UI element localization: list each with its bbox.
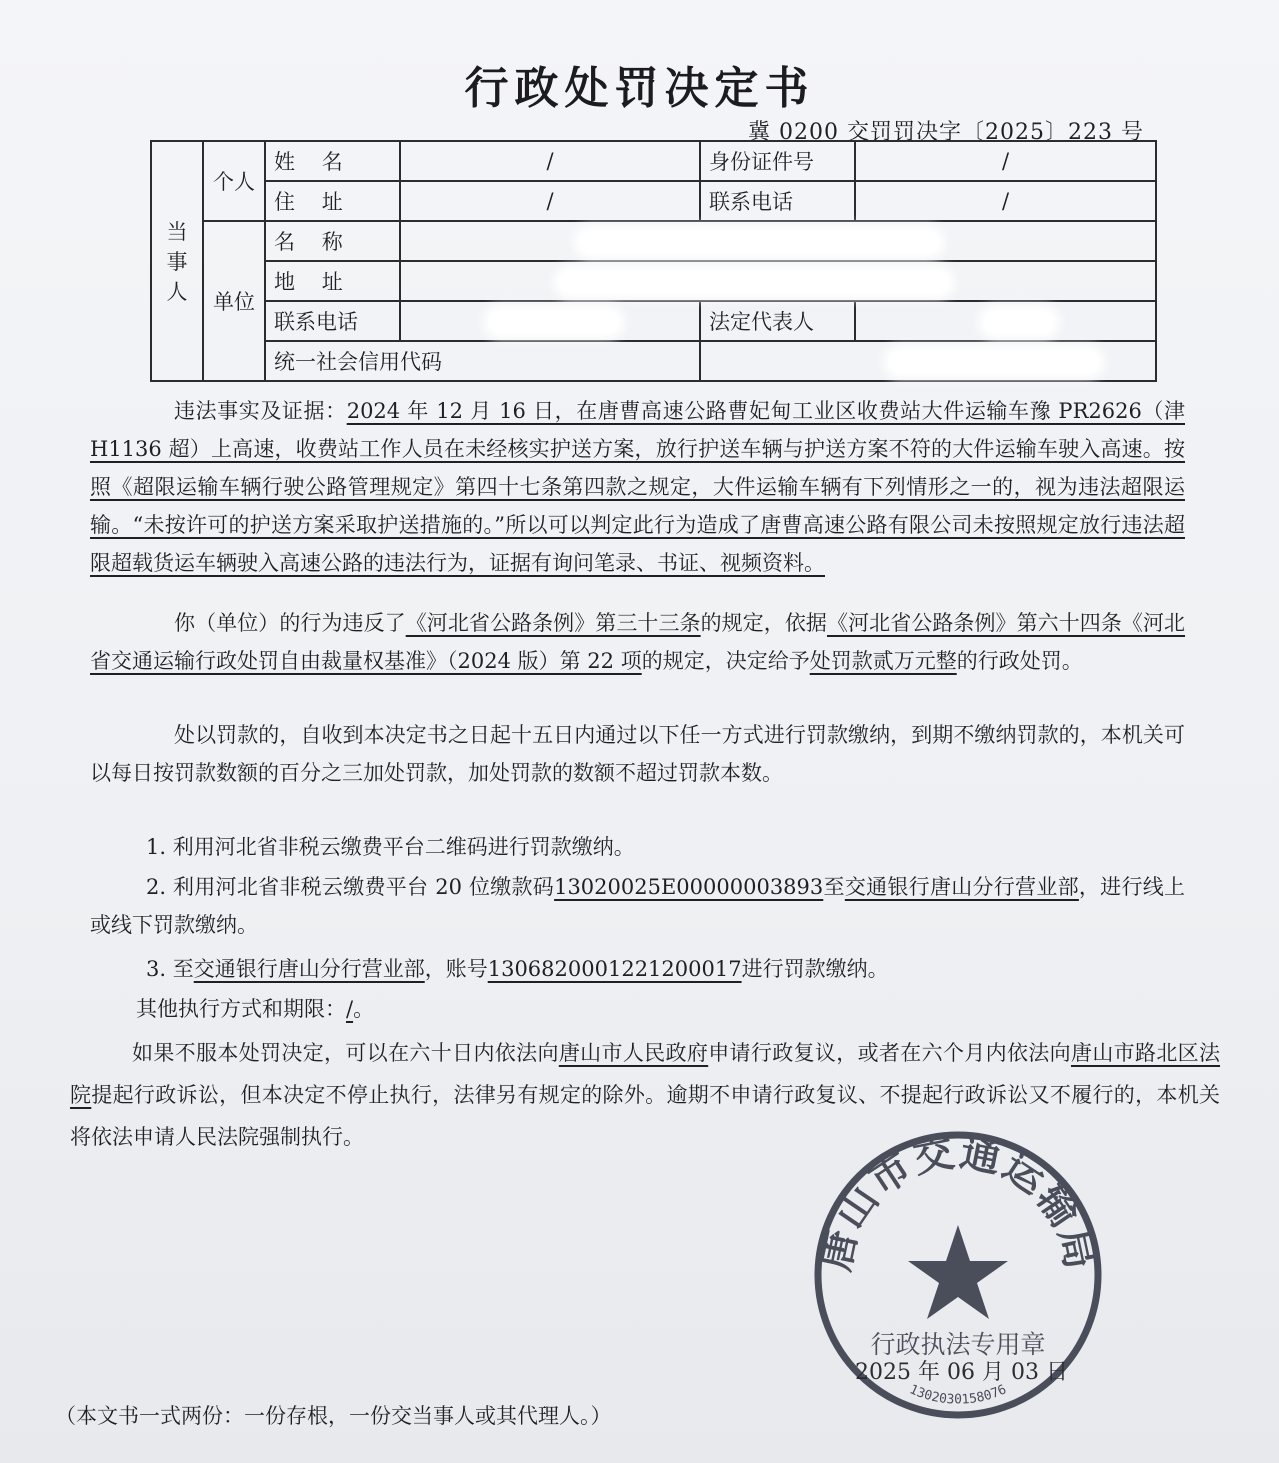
star-icon: [908, 1225, 1008, 1319]
penalty: 处罚款贰万元整: [809, 649, 957, 673]
individual-name-value: /: [400, 141, 700, 181]
other-execution-value: /: [346, 997, 354, 1021]
facts-label: 违法事实及证据：: [174, 399, 347, 423]
legal-basis: 《河北省公路条例》第六十四条《河北省交通运输行政处罚自由裁量权基准》（2024 版）第 22 项: [90, 611, 1186, 673]
document-number: 冀 0200 交罚罚决字〔2025〕223 号: [748, 120, 1144, 145]
document-title: 行政处罚决定书: [464, 63, 815, 114]
individual-address-label: 住 址: [265, 181, 400, 221]
unit-phone-redacted: [400, 301, 700, 341]
individual-name-label: 姓 名: [265, 141, 400, 181]
seal-code: 1302030158076: [907, 1382, 1009, 1408]
individual-address-value: /: [400, 181, 700, 221]
seal-sub-text: 行政执法专用章: [870, 1330, 1046, 1359]
credit-code-label: 统一社会信用代码: [265, 341, 700, 381]
payment-method-1: 1. 利用河北省非税云缴费平台二维码进行罚款缴纳。: [146, 835, 635, 859]
review-authority: 唐山市人民政府: [558, 1041, 709, 1065]
unit-name-label: 名 称: [265, 221, 400, 261]
unit-phone-label: 联系电话: [265, 301, 400, 341]
payment-intro: 处以罚款的，自收到本决定书之日起十五日内通过以下任一方式进行罚款缴纳，到期不缴纳罚款的，本机关可以每日按罚款数额的百分之三加处罚款，加处罚款的数额不超过罚款本数。: [90, 723, 1185, 785]
account-bank: 交通银行唐山分行营业部: [193, 957, 425, 981]
court: 唐山市路北区法院: [70, 1041, 1221, 1107]
payment-code: 13020025E00000003893: [554, 875, 824, 899]
legal-rep-redacted: [855, 301, 1156, 341]
other-execution: 其他执行方式和期限：/。: [136, 997, 375, 1021]
violation-paragraph: 你（单位）的行为违反了《河北省公路条例》第三十三条的规定，依据《河北省公路条例》第六十四条《河北省交通运输行政处罚自由裁量权基准》（2024 版）第 22 项的规定，决定给予处罚款贰万元整的行政处罚。: [90, 611, 1186, 673]
payment-method-3: 3. 至交通银行唐山分行营业部，账号1306820001221200017进行罚款缴纳。: [146, 957, 889, 981]
appeal-paragraph: 如果不服本处罚决定，可以在六十日内依法向唐山市人民政府申请行政复议，或者在六个月内依法向唐山市路北区法院提起行政诉讼，但本决定不停止执行，法律另有规定的除外。逾期不申请行政复议、不提起行政诉讼又不履行的，本机关将依法申请人民法院强制执行。: [70, 1041, 1221, 1149]
payment-bank: 交通银行唐山分行营业部: [844, 875, 1079, 899]
unit-address-redacted: [400, 261, 1156, 301]
issue-date: 2025 年 06 月 03 日: [855, 1360, 1068, 1385]
party-table: [150, 140, 1157, 382]
party-label: 当事人: [151, 141, 203, 381]
seal-org-text: 唐山市交通运输局: [812, 1129, 1104, 1275]
legal-rep-label: 法定代表人: [700, 301, 855, 341]
individual-phone-value: /: [855, 181, 1156, 221]
unit-label: 单位: [203, 221, 265, 381]
id-number-value: /: [855, 141, 1156, 181]
individual-label: 个人: [203, 141, 265, 221]
facts-paragraph: [90, 392, 1185, 582]
id-number-label: 身份证件号: [700, 141, 855, 181]
individual-phone-label: 联系电话: [700, 181, 855, 221]
unit-name-redacted: [400, 221, 1156, 261]
payment-method-2: 2. 利用河北省非税云缴费平台 20 位缴款码13020025E00000003893至交通银行唐山分行营业部，进行线上或线下罚款缴纳。: [90, 875, 1186, 937]
violated-law: 《河北省公路条例》第三十三条: [405, 611, 701, 635]
footer-note: （本文书一式两份：一份存根，一份交当事人或其代理人。）: [55, 1404, 612, 1428]
credit-code-redacted: [700, 341, 1156, 381]
account-number: 1306820001221200017: [487, 957, 742, 981]
unit-address-label: 地 址: [265, 261, 400, 301]
facts-text: 2024 年 12 月 16 日，在唐曹高速公路曹妃甸工业区收费站大件运输车豫 PR2626（津 H1136 超）上高速，收费站工作人员在未经核实护送方案，放行护送车辆与护送方案不符的大件运输车驶入高速。按照《超限运输车辆行驶公路管理规定》第四十七条第四款之规定，大件运输车辆有下列情形之一的，视为违法超限运输。“未按许可的护送方案采取护送措施的。”所以可以判定此行为造成了唐曹高速公路有限公司未按照规定放行违法超限超载货运车辆驶入高速公路的违法行为，证据有询问笔录、书证、视频资料。: [90, 399, 1185, 575]
